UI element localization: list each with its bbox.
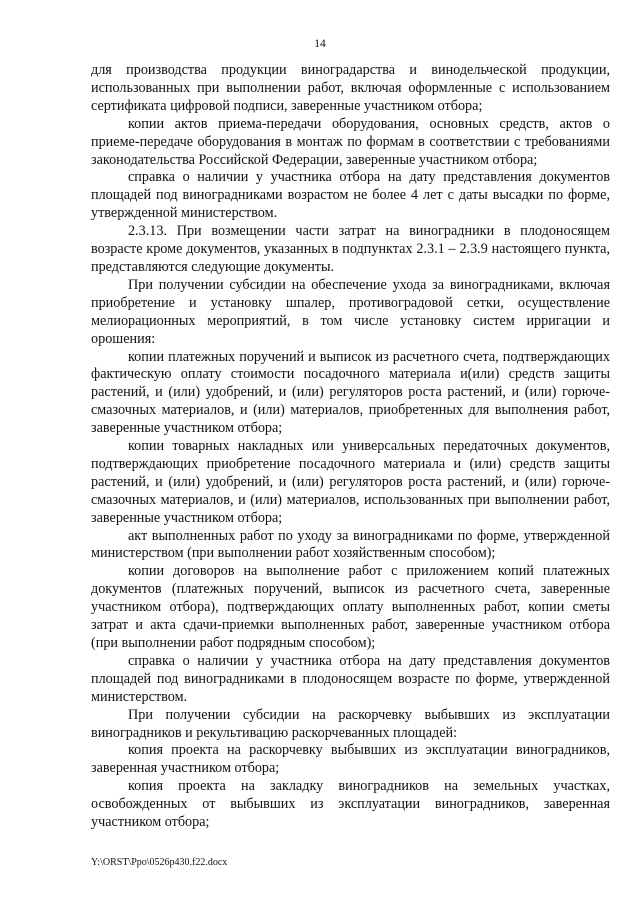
paragraph: копии договоров на выполнение работ с приложением копий платежных документов (платежных поручений, выписок из расчетного счета, заверенные участником отбора), подтверждающих оплату выполненных работ, копии сметы затрат и акта сдачи-приемки выполненных работ, заверенные участником отбора (при выполнении работ подрядным способом); bbox=[91, 563, 610, 651]
paragraph: копии платежных поручений и выписок из расчетного счета, подтверждающих фактическую оплату стоимости посадочного материала и(или) средств защиты растений, и (или) удобрений, и (или) регуляторов роста растений, и (или) горюче-смазочных материалов, и (или) материалов, приобретенных для выполнения работ, заверенные участником отбора; bbox=[91, 348, 610, 437]
paragraph: копии товарных накладных или универсальных передаточных документов, подтверждающих приобретение посадочного материала и (или) средств защиты растений, и (или) удобрений, и (или) регуляторов роста растений, и (или) горюче-смазочных материалов, и (или) материалов, использованных при выполнении работ, заверенные участником отбора; bbox=[91, 438, 610, 526]
document-body bbox=[91, 62, 610, 832]
paragraph: копии актов приема-передачи оборудования, основных средств, актов о приеме-передаче оборудования в монтаж по формам в соответствии с требованиями законодательства Российской Федерации, заверенные участником отбора; bbox=[91, 115, 610, 168]
paragraph: копия проекта на закладку виноградников на земельных участках, освобожденных от выбывших из эксплуатации виноградников, заверенная участником отбора; bbox=[91, 778, 610, 831]
paragraph: При получении субсидии на обеспечение ухода за виноградниками, включая приобретение и установку шпалер, противоградовой сетки, осуществление мелиорационных мероприятий, в том числе установку систем ирригации и орошения: bbox=[91, 276, 610, 347]
page-number: 14 bbox=[314, 38, 326, 50]
paragraph: копия проекта на раскорчевку выбывших из эксплуатации виноградников, заверенная участником отбора; bbox=[91, 742, 610, 777]
section-paragraph: 2.3.13. При возмещении части затрат на виноградники в плодоносящем возрасте кроме документов, указанных в подпунктах 2.3.1 – 2.3.9 настоящего пункта, представляются следующие документы. bbox=[91, 223, 610, 275]
paragraph: При получении субсидии на раскорчевку выбывших из эксплуатации виноградников и рекультивацию раскорчеванных площадей: bbox=[91, 706, 610, 741]
paragraph: справка о наличии у участника отбора на дату представления документов площадей под виноградниками возрастом не более 4 лет с даты высадки по форме, утвержденной министерством. bbox=[91, 169, 610, 222]
footer-file-path: Y:\ORST\Ppo\0526p430.f22.docx bbox=[91, 857, 228, 868]
paragraph: справка о наличии у участника отбора на дату представления документов площадей под виноградниками в плодоносящем возрасте по форме, утвержденной министерством. bbox=[91, 652, 610, 705]
paragraph: для производства продукции виноградарства и винодельческой продукции, использованных при выполнении работ, включая оформленные с использованием сертификата цифровой подписи, заверенные участником отбора; bbox=[91, 62, 610, 114]
paragraph: акт выполненных работ по уходу за виноградниками по форме, утвержденной министерством (при выполнении работ хозяйственным способом); bbox=[91, 527, 610, 562]
